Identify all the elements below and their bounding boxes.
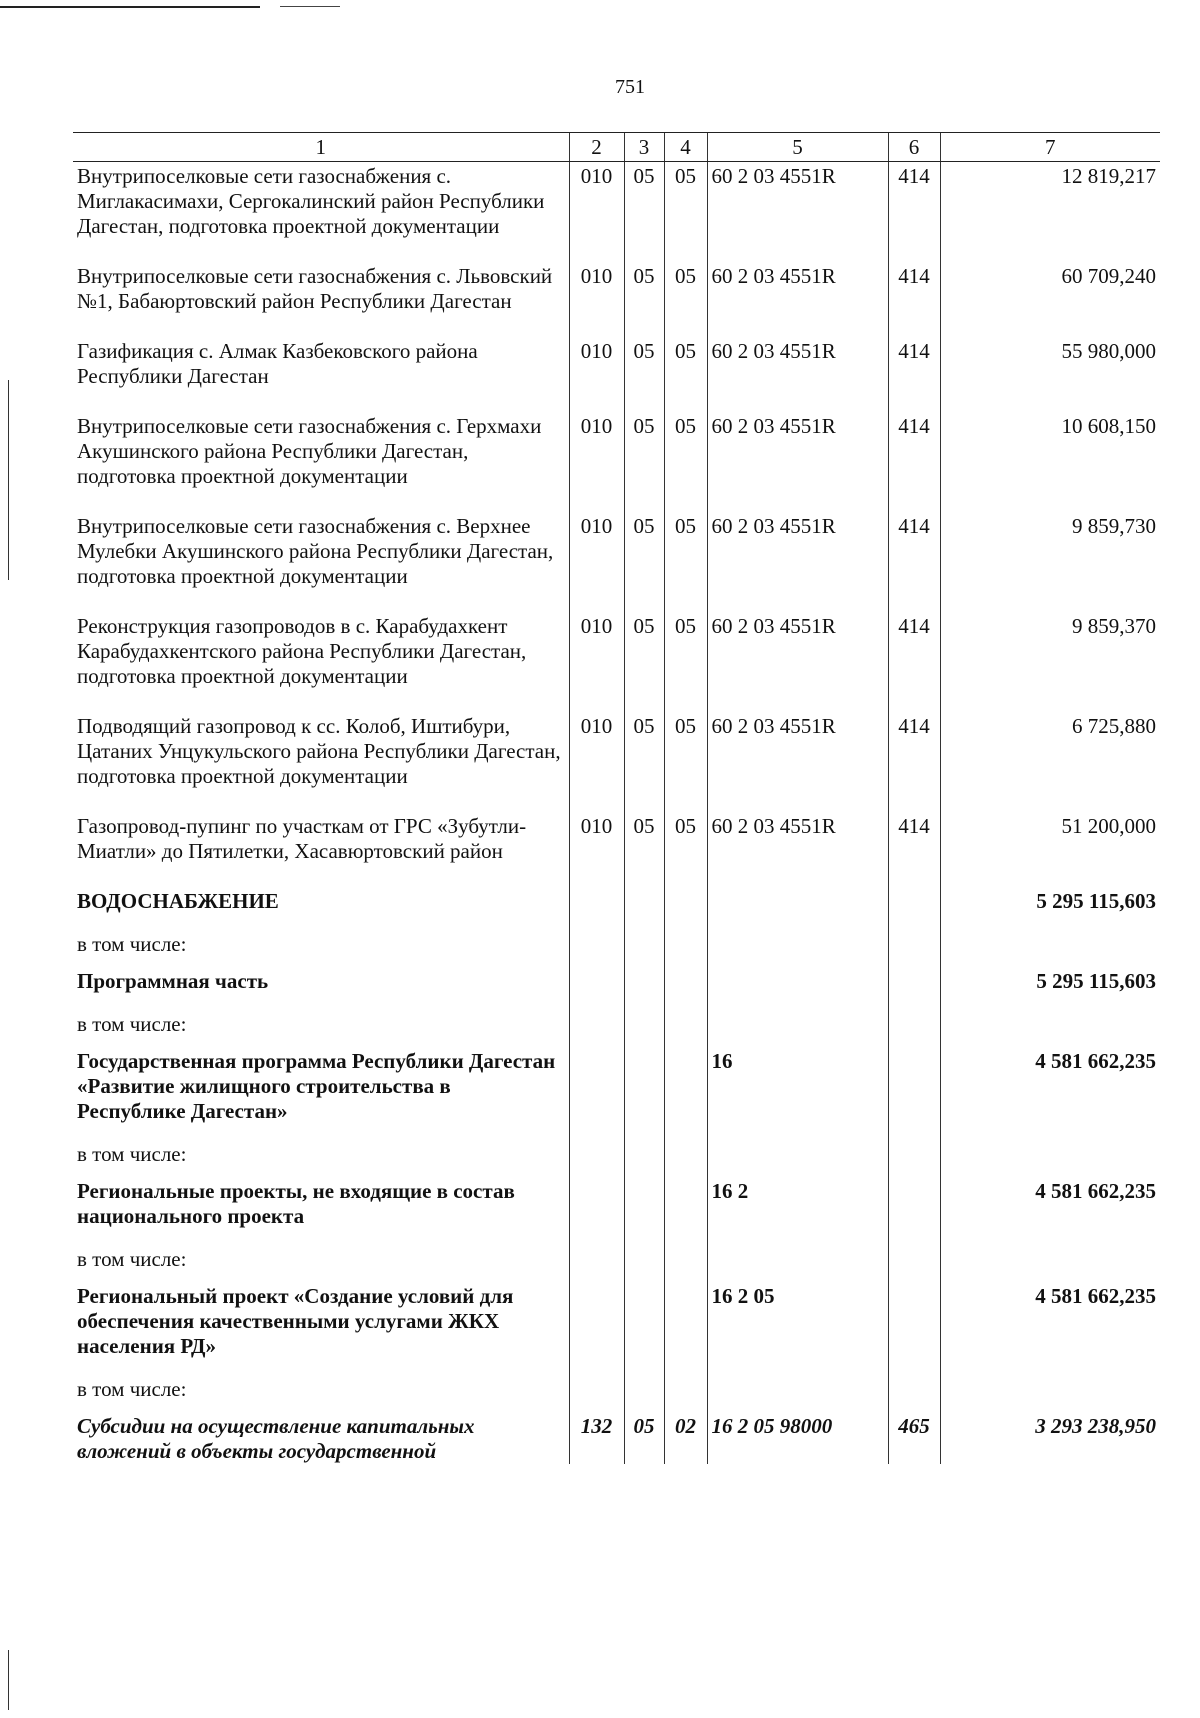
page-number: 751 [615, 76, 645, 98]
row-name: Реконструкция газопроводов в с. Карабудахкент Карабудахкентского района Республики Дагестан, подготовка проектной документации [77, 614, 527, 688]
row-name: в том числе: [77, 1142, 187, 1166]
row-code-target: 60 2 03 4551R [707, 514, 888, 614]
row-code-subsection [664, 1142, 707, 1179]
row-code-grbs: 010 [569, 714, 624, 814]
row-code-section: 05 [624, 514, 664, 614]
scan-artifact-margin [8, 1650, 9, 1710]
row-code-target [707, 969, 888, 1012]
row-code-subsection: 02 [664, 1414, 707, 1464]
row-name: Внутрипоселковые сети газоснабжения с. Миглакасимахи, Сергокалинский район Республики Дагестан, подготовка проектной документации [77, 164, 545, 238]
row-code-target [707, 1247, 888, 1284]
row-name: ВОДОСНАБЖЕНИЕ [77, 889, 279, 913]
row-code-grbs [569, 1179, 624, 1247]
row-code-target: 16 2 05 [707, 1284, 888, 1377]
row-code-section [624, 932, 664, 969]
row-code-section [624, 1377, 664, 1414]
table-row [73, 514, 1160, 614]
row-code-expense-type: 414 [888, 264, 940, 339]
row-name: Газопровод-пупинг по участкам от ГРС «Зубутли-Миатли» до Пятилетки, Хасавюртовский район [77, 814, 527, 863]
row-code-target: 60 2 03 4551R [707, 414, 888, 514]
row-code-grbs: 132 [569, 1414, 624, 1464]
row-code-grbs: 010 [569, 414, 624, 514]
row-code-grbs: 010 [569, 614, 624, 714]
table-row [73, 714, 1160, 814]
row-amount [940, 932, 1160, 969]
row-code-subsection: 05 [664, 814, 707, 889]
row-name: Государственная программа Республики Дагестан «Развитие жилищного строительства в Республике Дагестан» [77, 1049, 556, 1123]
row-code-expense-type: 414 [888, 162, 940, 265]
row-name: Внутрипоселковые сети газоснабжения с. Герхмахи Акушинского района Республики Дагестан, подготовка проектной документации [77, 414, 542, 488]
row-name: Программная часть [77, 969, 269, 993]
column-header: 4 [664, 133, 707, 162]
table-row [73, 1377, 1160, 1414]
row-amount: 5 295 115,603 [940, 889, 1160, 932]
row-name: в том числе: [77, 932, 187, 956]
row-code-subsection [664, 1284, 707, 1377]
row-amount [940, 1247, 1160, 1284]
row-code-target: 16 [707, 1049, 888, 1142]
row-code-expense-type: 414 [888, 339, 940, 414]
row-amount: 4 581 662,235 [940, 1284, 1160, 1377]
row-code-grbs: 010 [569, 264, 624, 339]
row-code-expense-type: 414 [888, 414, 940, 514]
row-code-expense-type: 414 [888, 514, 940, 614]
column-header: 1 [73, 133, 569, 162]
table-row [73, 1284, 1160, 1377]
row-code-grbs [569, 1247, 624, 1284]
scan-artifact-line [0, 6, 260, 8]
table-row [73, 932, 1160, 969]
row-code-target: 60 2 03 4551R [707, 714, 888, 814]
row-code-target [707, 889, 888, 932]
row-name: Внутрипоселковые сети газоснабжения с. Львовский №1, Бабаюртовский район Республики Дагестан [77, 264, 553, 313]
table-row [73, 339, 1160, 414]
row-code-target [707, 1012, 888, 1049]
row-code-grbs [569, 1012, 624, 1049]
table-row [73, 264, 1160, 339]
row-code-grbs [569, 1284, 624, 1377]
row-name: Подводящий газопровод к сс. Колоб, Иштибури, Цатаних Унцукульского района Республики Дагестан, подготовка проектной документации [77, 714, 561, 788]
row-amount: 10 608,150 [940, 414, 1160, 514]
row-code-subsection: 05 [664, 162, 707, 265]
scan-artifact-margin [8, 380, 9, 580]
row-code-expense-type [888, 1012, 940, 1049]
row-amount: 55 980,000 [940, 339, 1160, 414]
row-code-subsection [664, 1179, 707, 1247]
column-header: 7 [940, 133, 1160, 162]
table-row [73, 969, 1160, 1012]
row-name: в том числе: [77, 1377, 187, 1401]
row-code-target: 60 2 03 4551R [707, 264, 888, 339]
row-code-expense-type [888, 932, 940, 969]
row-code-grbs [569, 969, 624, 1012]
row-code-subsection: 05 [664, 714, 707, 814]
row-code-subsection [664, 1049, 707, 1142]
row-code-section: 05 [624, 264, 664, 339]
column-header: 6 [888, 133, 940, 162]
row-code-target: 60 2 03 4551R [707, 814, 888, 889]
row-code-subsection: 05 [664, 614, 707, 714]
row-code-grbs: 010 [569, 339, 624, 414]
row-code-section: 05 [624, 162, 664, 265]
row-amount: 5 295 115,603 [940, 969, 1160, 1012]
row-code-expense-type: 414 [888, 714, 940, 814]
table-row [73, 1142, 1160, 1179]
row-code-expense-type [888, 1284, 940, 1377]
table-row [73, 1247, 1160, 1284]
row-amount: 3 293 238,950 [940, 1414, 1160, 1464]
row-amount: 4 581 662,235 [940, 1049, 1160, 1142]
row-code-section: 05 [624, 414, 664, 514]
row-code-section: 05 [624, 1414, 664, 1464]
row-code-section: 05 [624, 339, 664, 414]
row-code-section [624, 969, 664, 1012]
row-amount [940, 1377, 1160, 1414]
row-amount [940, 1142, 1160, 1179]
column-header: 5 [707, 133, 888, 162]
row-amount: 4 581 662,235 [940, 1179, 1160, 1247]
row-name: в том числе: [77, 1012, 187, 1036]
row-name: в том числе: [77, 1247, 187, 1271]
table-row [73, 414, 1160, 514]
table-row [73, 814, 1160, 889]
row-code-subsection [664, 889, 707, 932]
table-row [73, 1049, 1160, 1142]
row-code-section [624, 1247, 664, 1284]
row-amount [940, 1012, 1160, 1049]
row-code-target: 60 2 03 4551R [707, 614, 888, 714]
column-header: 3 [624, 133, 664, 162]
row-code-subsection [664, 969, 707, 1012]
row-name: Газификация с. Алмак Казбековского района Республики Дагестан [77, 339, 478, 388]
row-code-target [707, 1142, 888, 1179]
table-row [73, 162, 1160, 265]
row-name: Субсидии на осуществление капитальных вложений в объекты государственной [77, 1414, 475, 1463]
row-code-expense-type [888, 1049, 940, 1142]
row-amount: 9 859,370 [940, 614, 1160, 714]
table-row [73, 1012, 1160, 1049]
row-code-grbs: 010 [569, 162, 624, 265]
row-name: Внутрипоселковые сети газоснабжения с. Верхнее Мулебки Акушинского района Республики Дагестан, подготовка проектной документации [77, 514, 554, 588]
row-code-subsection [664, 1377, 707, 1414]
row-code-expense-type [888, 1247, 940, 1284]
table-row [73, 889, 1160, 932]
row-code-expense-type [888, 889, 940, 932]
row-code-target: 60 2 03 4551R [707, 339, 888, 414]
row-code-expense-type [888, 1179, 940, 1247]
row-code-grbs: 010 [569, 514, 624, 614]
row-code-target: 16 2 [707, 1179, 888, 1247]
row-code-target [707, 1377, 888, 1414]
row-code-section [624, 889, 664, 932]
row-amount: 6 725,880 [940, 714, 1160, 814]
row-code-grbs [569, 1377, 624, 1414]
row-code-subsection: 05 [664, 414, 707, 514]
row-code-target: 16 2 05 98000 [707, 1414, 888, 1464]
row-code-expense-type: 465 [888, 1414, 940, 1464]
row-code-subsection: 05 [664, 339, 707, 414]
row-amount: 12 819,217 [940, 162, 1160, 265]
row-code-subsection [664, 1247, 707, 1284]
row-amount: 9 859,730 [940, 514, 1160, 614]
table-row [73, 614, 1160, 714]
row-amount: 51 200,000 [940, 814, 1160, 889]
row-code-expense-type: 414 [888, 614, 940, 714]
row-code-section [624, 1284, 664, 1377]
scan-artifact-line [280, 6, 340, 7]
row-code-section: 05 [624, 614, 664, 714]
row-code-subsection [664, 932, 707, 969]
row-code-section [624, 1142, 664, 1179]
row-code-expense-type: 414 [888, 814, 940, 889]
row-code-grbs: 010 [569, 814, 624, 889]
row-code-grbs [569, 889, 624, 932]
row-code-subsection: 05 [664, 264, 707, 339]
budget-table [73, 132, 1160, 1464]
row-code-grbs [569, 1142, 624, 1179]
row-code-subsection: 05 [664, 514, 707, 614]
row-code-section [624, 1049, 664, 1142]
row-code-expense-type [888, 1377, 940, 1414]
row-code-section: 05 [624, 814, 664, 889]
column-header: 2 [569, 133, 624, 162]
row-code-section [624, 1012, 664, 1049]
row-code-subsection [664, 1012, 707, 1049]
table-row [73, 1179, 1160, 1247]
row-code-grbs [569, 1049, 624, 1142]
row-code-section [624, 1179, 664, 1247]
row-name: Региональный проект «Создание условий для обеспечения качественными услугами ЖКХ населения РД» [77, 1284, 514, 1358]
row-code-target: 60 2 03 4551R [707, 162, 888, 265]
row-amount: 60 709,240 [940, 264, 1160, 339]
row-code-expense-type [888, 1142, 940, 1179]
column-header-row [73, 133, 1160, 162]
row-code-grbs [569, 932, 624, 969]
row-code-expense-type [888, 969, 940, 1012]
table-row [73, 1414, 1160, 1464]
row-code-section: 05 [624, 714, 664, 814]
row-code-target [707, 932, 888, 969]
row-name: Региональные проекты, не входящие в состав национального проекта [77, 1179, 515, 1228]
